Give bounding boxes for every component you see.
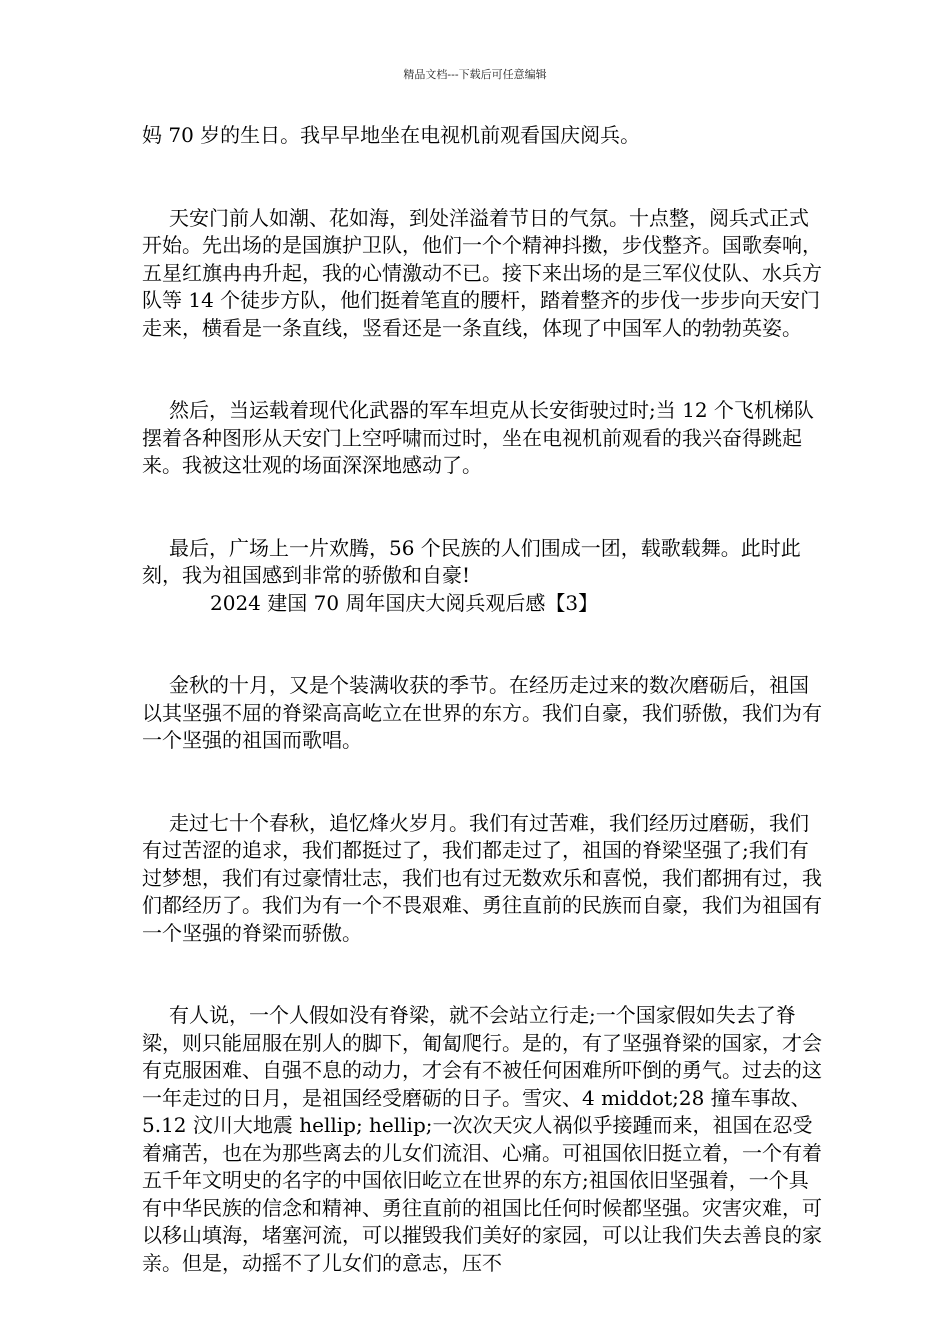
section-heading: 2024 建国 70 周年国庆大阅兵观后感【3】: [210, 590, 599, 615]
page-header: 精品文档---下载后可任意编辑: [403, 68, 547, 81]
paragraph-parade-start: 天安门前人如潮、花如海，到处洋溢着节日的气氛。十点整，阅兵式正式开始。先出场的是国旗护卫队，他们一个个精神抖擞，步伐整齐。国歌奏响，五星红旗冉冉升起，我的心情激动不已。接下来出场的是三军仪仗队、水兵方队等 14 个徒步方队，他们挺着笔直的腰杆，踏着整齐的步伐一步步向天安门走来，横看是一条直线，竖看还是一条直线，体现了中国军人的勃勃英姿。: [142, 205, 822, 340]
document-body: [142, 122, 822, 1277]
paragraph-continuation: 妈 70 岁的生日。我早早地坐在电视机前观看国庆阅兵。: [142, 123, 641, 147]
paragraph-seventy-years: 走过七十个春秋，追忆烽火岁月。我们有过苦难，我们经历过磨砺，我们有过苦涩的追求，我们都挺过了，我们都走过了，祖国的脊梁坚强了;我们有过梦想，我们有过豪情壮志，我们也有过无数欢乐和喜悦，我们都拥有过，我们都经历了。我们为有一个不畏艰难、勇往直前的民族而自豪，我们为祖国有一个坚强的脊梁而骄傲。: [142, 810, 822, 945]
paragraph-vehicles-aircraft: 然后，当运载着现代化武器的军车坦克从长安街驶过时;当 12 个飞机梯队摆着各种图形从天安门上空呼啸而过时，坐在电视机前观看的我兴奋得跳起来。我被这壮观的场面深深地感动了。: [142, 398, 814, 477]
paragraph-finale: 最后，广场上一片欢腾，56 个民族的人们围成一团，载歌载舞。此时此刻，我为祖国感到非常的骄傲和自豪!: [142, 535, 801, 587]
paragraph-backbone: 有人说，一个人假如没有脊梁，就不会站立行走;一个国家假如失去了脊梁，则只能屈服在别人的脚下，匍匐爬行。是的，有了坚强脊梁的国家，才会有克服困难、自强不息的动力，才会有不被任何困难所吓倒的勇气。过去的这一年走过的日月，是祖国经受磨砺的日子。雪灾、4 middot;28 撞车事故、5.12 汶川大地震 hellip; hellip;一次次天灾人祸似乎接踵而来，祖国在忍受着痛苦，也在为那些离去的儿女们流泪、心痛。可祖国依旧挺立着，一个有着五千年文明史的名字的中国依旧屹立在世界的东方;祖国依旧坚强着，一个具有中华民族的信念和精神、勇往直前的祖国比任何时候都坚强。灾害灾难，可以移山填海，堵塞河流，可以摧毁我们美好的家园，可以让我们失去善良的家亲。但是，动摇不了儿女们的意志，压不: [142, 1003, 822, 1275]
paragraph-golden-autumn: 金秋的十月，又是个装满收获的季节。在经历走过来的数次磨砺后，祖国以其坚强不屈的脊梁高高屹立在世界的东方。我们自豪，我们骄傲，我们为有一个坚强的祖国而歌唱。: [142, 673, 822, 752]
